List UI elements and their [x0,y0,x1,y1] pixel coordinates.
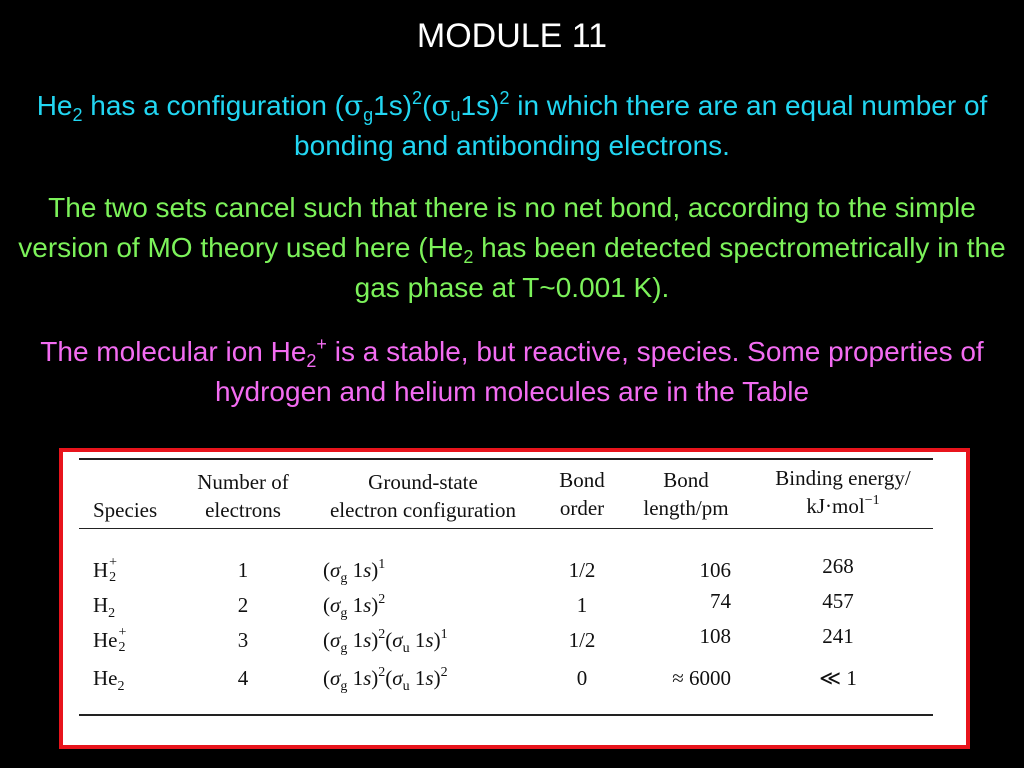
cfg-b-exp: 2 [440,665,448,680]
p1-text-1: He [36,90,73,121]
header-electrons-line1: Number of [197,470,289,494]
header-order-line2: order [559,496,605,520]
electrons-cell: 1 [237,558,249,582]
p1-text-2: has a configuration ( [82,90,344,121]
header-order-line1: Bond [559,468,605,492]
p3-sub-1: 2 [306,351,317,371]
length-cell: 74 [710,589,731,613]
order-cell: 0 [576,666,588,690]
p1-sigma-2-sub: u [450,105,461,125]
species-subscript: 2 [117,679,125,694]
cfg-a-exp: 2 [378,665,386,680]
table-row-h2 [63,589,966,623]
cfg-1: 1 [352,628,364,652]
p1-text-6: in which there are an equal number of bonding and antibonding electrons. [294,90,988,161]
p1-text-4: ( [422,90,432,121]
properties-table [63,452,966,745]
header-energy-unit-exp: −1 [864,493,880,508]
energy-cell: 268 [822,554,854,578]
p3-text-2: is a stable, but reactive, species. Some properties of hydrogen and helium molecules are in the Table [214,336,984,407]
table-bottom-rule [79,714,933,716]
header-energy-line1: Binding energy/ [775,466,911,490]
cfg-sigma: σ [392,666,403,690]
electrons-cell: 4 [237,666,249,690]
length-cell: 106 [699,558,731,582]
p1-text-5: 1s) [460,90,500,121]
cfg-g: g [340,641,348,656]
p1-sup-1: 2 [412,88,423,108]
species-cell [93,625,132,655]
paragraph-no-net-bond [10,188,1014,308]
cfg-sigma: σ [392,628,403,652]
species-symbol: H [93,558,109,582]
order-cell: 1 [576,593,588,617]
table-frame [59,448,970,749]
cfg-s: s [363,593,372,617]
electrons-cell: 3 [237,628,249,652]
config-cell: ($\sigma_g$ $1s)^2(\sigma_u$ 1s)$^2$ [323,665,448,694]
energy-cell: 457 [822,589,854,613]
p3-sup-1: + [316,334,327,354]
cfg-b-exp: 1 [440,627,448,642]
table-row-h2-plus [63,554,966,588]
species-charge: + [109,555,118,570]
species-cell [93,555,122,585]
cfg-s: s [363,666,372,690]
slide-title: MODULE 11 [416,17,608,55]
cfg-1: 1 [414,666,426,690]
cfg-g: g [340,679,348,694]
p3-text-1: The molecular ion He [40,336,307,367]
cfg-a-exp: 2 [378,592,386,607]
cfg-sigma: σ [330,666,341,690]
p1-sigma-1-sub: g [363,105,374,125]
cfg-s: s [363,558,372,582]
species-charge: + [118,625,127,640]
table-header-rule [79,528,933,529]
cfg-g: g [340,606,348,621]
electrons-cell: 2 [237,593,249,617]
config-cell: ($\sigma_g$ 1s)$^2$ [323,592,386,621]
p2-text-1: The two sets cancel such that there is no net bond, according to the simple version of MO theory used here (He [18,192,976,263]
header-electrons-line2: electrons [205,498,281,522]
cfg-1: 1 [352,666,364,690]
header-energy-unit: kJ·mol [806,494,865,518]
header-length-line1: Bond [663,468,709,492]
species-subscript: 2 [108,606,116,621]
cfg-g: g [340,571,348,586]
species-subscript: 2 [118,640,126,655]
length-cell: ≈ 6000 [672,666,731,690]
cfg-1: 1 [414,628,426,652]
p1-sigma-2: σ [431,89,451,122]
table-top-rule [79,458,933,460]
header-config-line2: electron configuration [329,498,516,522]
cfg-sigma: σ [330,558,341,582]
cfg-a-exp: 2 [378,627,386,642]
header-length-line2: length/pm [643,496,729,520]
species-index-stack [118,625,132,655]
p1-sigma-1: σ [344,89,364,122]
species-subscript: 2 [109,570,117,585]
p2-sub-1: 2 [463,247,474,267]
cfg-1: 1 [352,558,364,582]
species-symbol: He [93,628,118,652]
cfg-sigma: σ [330,593,341,617]
species-index-stack [108,555,122,585]
header-species: Species [93,498,158,522]
species-symbol: H [93,593,109,617]
header-config-line1: Ground-state [368,470,478,494]
table-row-he2-plus [63,624,966,658]
paragraph-he2-configuration [10,86,1014,166]
cfg-u: u [402,679,410,694]
order-cell: 1/2 [568,558,596,582]
config-cell: ($\sigma_g$ 1s)$^1$ [323,557,386,586]
table-row-he2 [63,666,966,696]
config-cell: ($\sigma_g$ $1s)^2(\sigma_u$ 1s)$^1$ [323,627,448,656]
cfg-s: s [363,628,372,652]
cfg-sigma: σ [330,628,341,652]
species-symbol: He [93,666,118,690]
length-cell: 108 [699,624,731,648]
order-cell: 1/2 [568,628,596,652]
cfg-s: s [425,628,434,652]
cfg-u: u [402,641,410,656]
header-energy-line2 [743,494,943,518]
p1-text-3: 1s) [373,90,413,121]
p2-text-2: has been detected spectrometrically in the gas phase at T~0.001 K). [354,232,1006,303]
cfg-1: 1 [352,593,364,617]
p1-sub-1: 2 [72,105,83,125]
species-cell [93,593,116,621]
energy-cell: ≪ 1 [819,666,857,690]
energy-cell: 241 [822,624,854,648]
cfg-s: s [425,666,434,690]
paragraph-molecular-ion [10,332,1014,412]
species-cell [93,666,125,694]
p1-sup-2: 2 [499,88,510,108]
cfg-a-exp: 1 [378,557,386,572]
